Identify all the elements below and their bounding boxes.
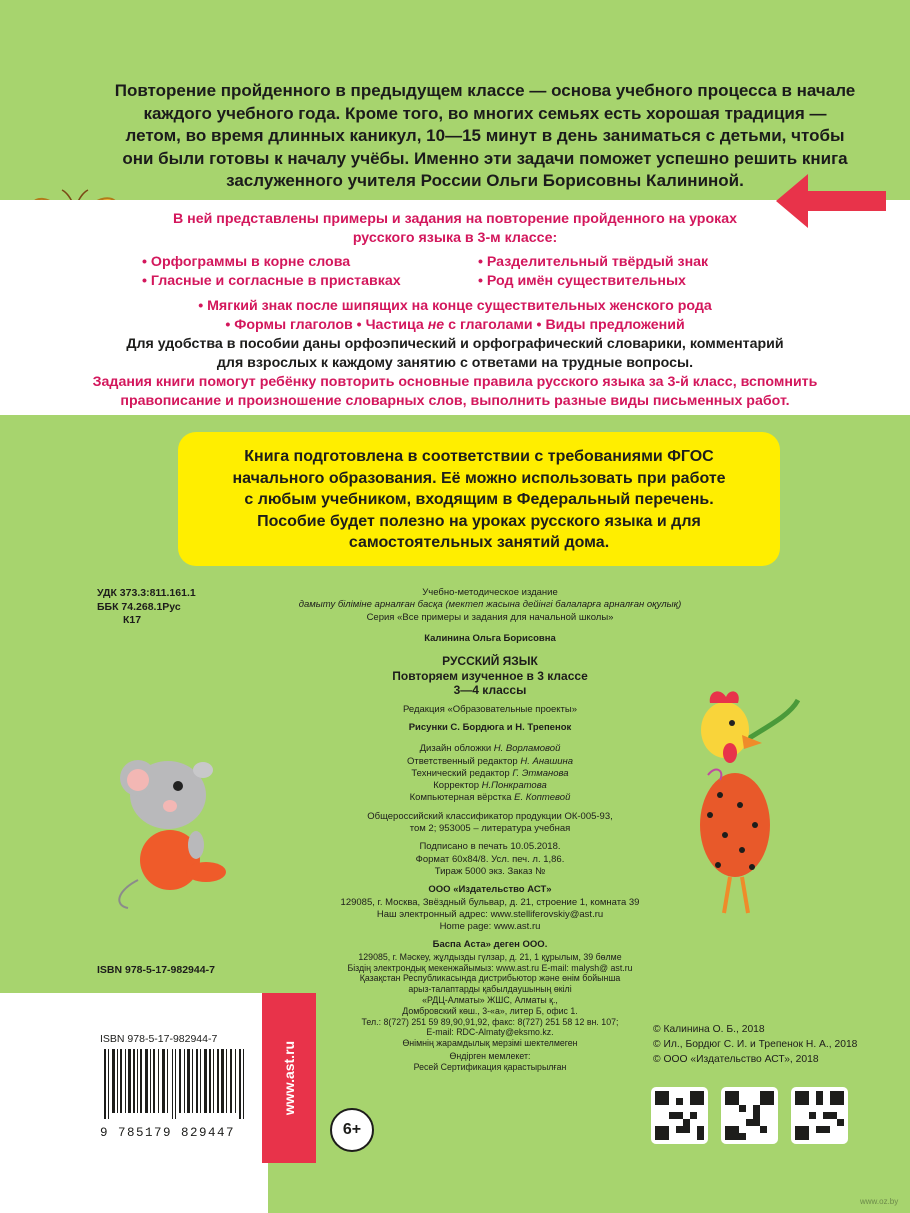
kz-address: 129085, г. Мәскеу, жұлдызды гүлзар, д. 21, 1 құрылым, 39 бөлме bbox=[358, 951, 622, 962]
credit-name: Н. Ворламовой bbox=[493, 743, 561, 755]
barcode-digits: 9 785179 829447 bbox=[100, 1126, 236, 1140]
barcode-icon bbox=[100, 1049, 250, 1119]
print-format: Формат 60x84/8. Усл. печ. л. 1,86. bbox=[415, 853, 565, 865]
udk-block bbox=[97, 587, 196, 628]
book-title: РУССКИЙ ЯЗЫК bbox=[442, 654, 538, 669]
mouse-illustration bbox=[108, 740, 238, 910]
series: Серия «Все примеры и задания для начальной школы» bbox=[366, 611, 614, 623]
intro-line: заслуженного учителя России Ольги Борисовны Калининой. bbox=[226, 171, 744, 190]
kz-phone: Тел.: 8(727) 251 59 89,90,91,92, факс: 8(727) 251 58 12 вн. 107; bbox=[361, 1016, 619, 1027]
credit-name: Н. Анашина bbox=[520, 755, 574, 767]
fgos-line: начального образования. Её можно использовать при работе bbox=[232, 469, 726, 487]
topics-heading: русского языка в 3-м классе: bbox=[352, 230, 558, 246]
publisher-email: Наш электронный адрес: www.stelliferovskiy@ast.ru bbox=[376, 908, 604, 920]
author-mark: К17 bbox=[123, 614, 142, 626]
fgos-line: самостоятельных занятий дома. bbox=[348, 534, 610, 551]
topic-item bbox=[40, 316, 870, 335]
watermark: www.oz.by bbox=[860, 1197, 899, 1206]
qr-code-icon bbox=[795, 1091, 844, 1140]
qr-code-icon bbox=[725, 1091, 774, 1140]
copyright-line: © Ил., Бордюг С. И. и Трепенок Н. А., 2018 bbox=[653, 1039, 858, 1050]
isbn-text: ISBN 978-5-17-982944-7 bbox=[97, 964, 215, 976]
site-url: www.ast.ru bbox=[281, 1040, 297, 1116]
author: Калинина Ольга Борисовна bbox=[424, 632, 556, 644]
credit-layout bbox=[240, 792, 740, 804]
qr-code-icon bbox=[655, 1091, 704, 1140]
outro-note: Задания книги помогут ребёнку повторить основные правила русского языка за 3-й класс, вспомнить bbox=[92, 374, 818, 390]
dictionary-note: Для удобства в пособии даны орфоэпический и орфографический словарики, комментарий bbox=[126, 336, 784, 352]
edition-type: Учебно-методическое издание bbox=[422, 587, 558, 598]
kz-mail: E-mail: RDC-Almaty@eksmo.kz. bbox=[426, 1027, 554, 1038]
topic-item: • Гласные и согласные в приставках bbox=[142, 273, 401, 289]
topics-heading: В ней представлены примеры и задания на повторение пройденного на уроках bbox=[172, 211, 737, 227]
fgos-line: Пособие будет полезно на уроках русского языка и для bbox=[257, 512, 701, 530]
print-run: Тираж 5000 экз. Заказ № bbox=[434, 865, 546, 877]
udk-code: УДК 373.3:811.161.1 bbox=[97, 587, 196, 599]
credit-name: Н.Понкратова bbox=[481, 780, 547, 792]
topic-item: • Разделительный твёрдый знак bbox=[478, 254, 709, 270]
topics-left-column bbox=[142, 253, 432, 291]
signed-date: Подписано в печать 10.05.2018. bbox=[419, 841, 561, 853]
chick-illustration bbox=[680, 685, 800, 920]
qr-code-1[interactable] bbox=[651, 1087, 708, 1144]
fgos-line: Книга подготовлена в соответствии с требованиями ФГОС bbox=[244, 448, 714, 465]
copyright-block bbox=[653, 1022, 857, 1067]
kz-publisher: Баспа Аста» деген ООО. bbox=[432, 939, 548, 951]
kz-certification: Ресей Сертификация қарастырылған bbox=[413, 1061, 567, 1072]
intro-paragraph bbox=[90, 80, 880, 193]
illustrations: Рисунки С. Бордюга и Н. Трепенок bbox=[408, 721, 572, 733]
credit-name: Е. Коптевой bbox=[514, 792, 571, 804]
classifier: Общероссийский классификатор продукции ОК-005-93, bbox=[367, 810, 613, 822]
topic-item: • Мягкий знак после шипящих на конце существительных женского рода bbox=[198, 298, 712, 314]
classifier: том 2; 953005 – литература учебная bbox=[409, 823, 571, 835]
book-grades: 3—4 классы bbox=[453, 683, 527, 698]
credit-label: Корректор bbox=[433, 780, 482, 792]
topic-item: • Орфограммы в корне слова bbox=[142, 254, 351, 270]
publisher-address: 129085, г. Москва, Звёздный бульвар, д. 21, строение 1, комната 39 bbox=[340, 896, 640, 908]
kz-distributor: Домбровский көш., 3-«а», литер Б, офис 1. bbox=[402, 1005, 578, 1016]
publisher-homepage: Home page: www.ast.ru bbox=[439, 921, 541, 933]
age-rating-badge: 6+ bbox=[330, 1108, 374, 1152]
copyright-line: © Калинина О. Б., 2018 bbox=[653, 1024, 765, 1035]
credit-tech bbox=[240, 768, 740, 780]
publisher: ООО «Издательство АСТ» bbox=[428, 884, 552, 896]
copyright-line: © ООО «Издательство АСТ», 2018 bbox=[653, 1054, 819, 1065]
credit-editor bbox=[240, 756, 740, 768]
barcode-block bbox=[100, 1033, 250, 1140]
topics-columns bbox=[40, 253, 870, 291]
kz-distributor: арыз-талаптарды қабылдаушының өкілі bbox=[408, 984, 572, 995]
site-strip bbox=[262, 993, 316, 1163]
topic-item: • Род имён существительных bbox=[478, 273, 686, 289]
topic-text: с глаголами • Виды предложений bbox=[444, 317, 685, 333]
credit-label: Компьютерная вёрстка bbox=[409, 792, 515, 804]
kz-validity: Өнімнің жарамдылық мерзімі шектелмеген bbox=[402, 1038, 578, 1049]
topic-particle: не bbox=[427, 317, 445, 333]
credit-proof bbox=[240, 780, 740, 792]
credit-label: Ответственный редактор bbox=[406, 755, 521, 767]
topics-content bbox=[40, 210, 870, 411]
intro-line: каждого учебного года. Кроме того, во многих семьях есть хорошая традиция — bbox=[143, 103, 827, 123]
topic-text: • Формы глаголов • Частица bbox=[225, 317, 428, 333]
outro-note: правописание и произношение словарных слов, выполнить разные виды письменных работ. bbox=[120, 393, 790, 409]
intro-line: Повторение пройденного в предыдущем классе — основа учебного процесса в начале bbox=[114, 81, 856, 100]
intro-line: летом, во время длинных каникул, 10—15 минут в день заниматься с детьми, чтобы bbox=[125, 126, 845, 145]
credit-label: Технический редактор bbox=[411, 767, 513, 779]
barcode-isbn: ISBN 978-5-17-982944-7 bbox=[100, 1033, 218, 1045]
bbk-code: ББК 74.268.1Рус bbox=[97, 600, 181, 613]
credit-cover bbox=[240, 743, 740, 755]
kz-email: Біздің электрондық мекенжайымыз: www.ast.ru E-mail: malysh@ ast.ru bbox=[347, 962, 633, 973]
credit-name: Г. Этманова bbox=[512, 767, 569, 779]
kz-distributor: Қазақстан Республикасында дистрибьютор және өнім бойынша bbox=[359, 973, 621, 984]
topics-right-column bbox=[478, 253, 768, 291]
book-subtitle: Повторяем изученное в 3 классе bbox=[392, 668, 588, 683]
qr-code-3[interactable] bbox=[791, 1087, 848, 1144]
dictionary-note: для взрослых к каждому занятию с ответами на трудные вопросы. bbox=[216, 355, 694, 371]
edition-type-kz: дамыту білiмiне арналған басқа (мектеп жасына дейінгі балаларға арналған оқулық) bbox=[298, 599, 682, 611]
credit-label: Дизайн обложки bbox=[419, 743, 494, 755]
kz-country: Өндірген мемлекет: bbox=[449, 1050, 531, 1061]
editorial: Редакция «Образовательные проекты» bbox=[402, 703, 578, 715]
fgos-line: с любым учебником, входящим в Федеральный перечень. bbox=[244, 491, 714, 508]
qr-code-2[interactable] bbox=[721, 1087, 778, 1144]
fgos-block bbox=[178, 432, 780, 566]
kz-distributor: «РДЦ-Алматы» ЖШС, Алматы қ., bbox=[422, 994, 558, 1005]
intro-line: они были готовы к началу учёбы. Именно эти задачи поможет успешно решить книга bbox=[122, 148, 848, 168]
